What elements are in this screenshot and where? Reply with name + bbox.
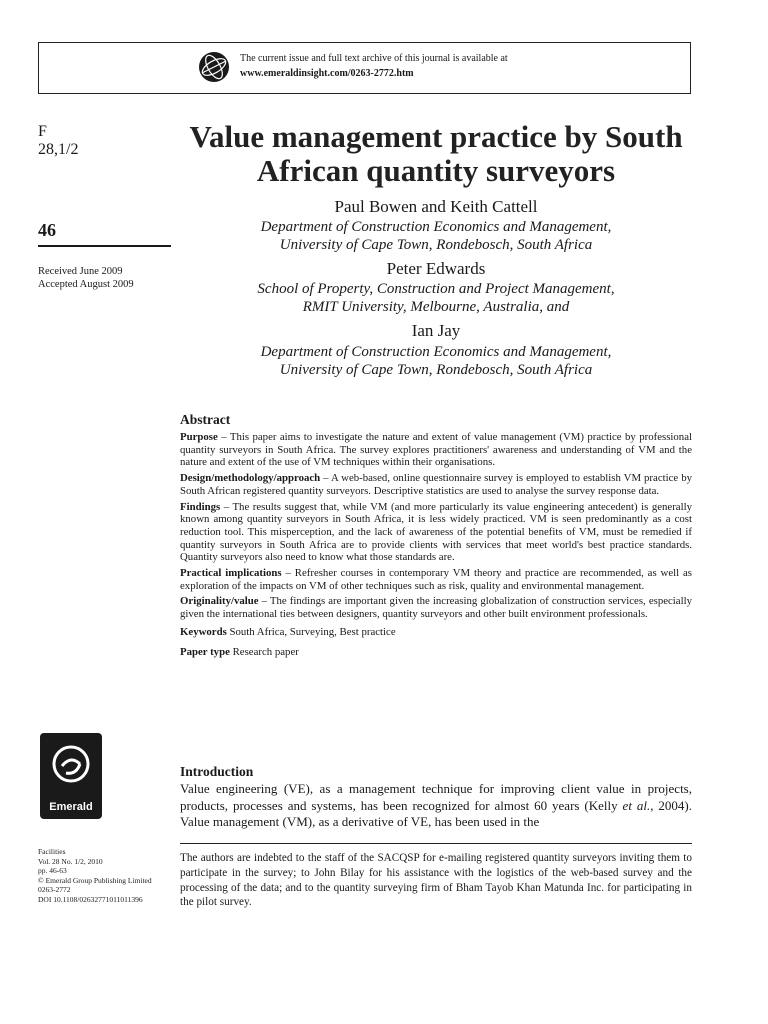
abstract-label: Purpose [180,431,218,443]
acknowledgement-footnote: The authors are indebted to the staff of the SACQSP for e-mailing registered quantity surveyors inviting them to participate in the survey; to John Bilay for his assistance with the logistics of the web-based survey and the processing of the data; and to the quantity surveying firm of Bham Tayob Khan Matunda Inc. for participating in the pilot survey. [180,852,692,909]
archive-notice: The current issue and full text archive of this journal is available at [240,53,508,64]
paper-title: Value management practice by South African quantity surveyors [189,119,683,188]
abstract-section [180,412,692,663]
pubinfo-line: Vol. 28 No. 1/2, 2010 [38,856,103,866]
abstract-text: – This paper aims to investigate the nature and extent of value management (VM) practice by professional quantity surveyors in South Africa. The survey explores practitioners' awareness and understanding of VM and the nature and extent of the use of VM techniques within their organisations. [180,431,692,469]
keywords-label: Keywords [180,625,227,638]
keywords-text: South Africa, Surveying, Best practice [226,625,396,638]
abstract-label: Practical implications [180,567,282,580]
intro-etal: et al. [622,797,651,813]
abstract-purpose [180,431,692,469]
author-affiliation: RMIT University, Melbourne, Australia, and [302,299,570,315]
abstract-findings [180,501,692,565]
pubinfo-line: Facilities [38,847,66,856]
abstract-heading: Abstract [180,412,231,427]
author-names: Paul Bowen and Keith Cattell [334,197,538,216]
publication-info [38,847,152,905]
page-number: 46 [38,220,56,240]
paper-type [180,646,692,659]
intro-text-part: , 2004). Value management (VM), as a derivative of VE, has been used in the [180,797,692,829]
author-affiliation: School of Property, Construction and Project Management, [257,281,615,297]
emerald-logo-icon [40,733,102,819]
abstract-text: – Refresher courses in contemporary VM theory and practice are recommended, as well as exploration of the impacts on VM of other techniques such as risk, quality and environmental management. [180,567,692,592]
paper-type-label: Paper type [180,645,230,658]
globe-icon [198,51,230,83]
volume-code: 28,1/2 [38,141,79,158]
abstract-text: – The results suggest that, while VM (and more particularly its value engineering antecedent) is generally known among quantity surveyors in South Africa, it is less widely practiced. VM is seen predominantly as a cost reduction tool. This misperception, and the lack of awareness of the potential benefits of VM, must be remedied if quantity surveyors in South Africa are to provide clients with services that meet world's best practice standards. Quantity surveyors also need to know what those standards are. [180,500,692,564]
author-affiliation: Department of Construction Economics and Management, [260,219,612,235]
author-affiliation: University of Cape Town, Rondebosch, South Africa [279,237,593,253]
journal-code: F [38,123,47,140]
introduction-heading: Introduction [180,764,254,779]
abstract-practical [180,567,692,592]
intro-text-part: Value engineering (VE), as a management technique for improving client value in projects, products, processes and systems, has been recognized for almost 60 years (Kelly [180,781,692,813]
author-affiliation: Department of Construction Economics and Management, [260,344,612,360]
pubinfo-line: pp. 46-63 [38,866,67,876]
abstract-label: Originality/value [180,595,259,608]
author-affiliation: University of Cape Town, Rondebosch, South Africa [279,362,593,378]
received-date: Received June 2009 [38,266,123,277]
archive-url[interactable]: www.emeraldinsight.com/0263-2772.htm [240,68,414,79]
abstract-label: Findings [180,500,221,513]
abstract-originality [180,595,692,620]
author-names: Peter Edwards [386,259,486,278]
accepted-date: Accepted August 2009 [38,279,134,290]
paper-type-text: Research paper [229,645,299,658]
abstract-label: Design/methodology/approach [180,472,321,485]
introduction-text [180,781,692,831]
keywords [180,626,692,639]
introduction-section [180,764,692,831]
page-number-rule [38,245,171,247]
emerald-wordmark: Emerald [49,801,93,813]
footnote-rule [180,843,692,844]
abstract-text: – The findings are important given the increasing globalization of construction services, especially given the international ties between designers, quantity surveyors and other built environment professionals. [180,595,692,621]
abstract-text: – A web-based, online questionnaire survey is employed to establish VM practice by South African registered quantity surveyors. Descriptive statistics are used to analyse the survey response data. [180,472,692,497]
author-names: Ian Jay [411,321,461,340]
abstract-design [180,472,692,497]
pubinfo-line: 0263-2772 [38,885,71,895]
pubinfo-line: © Emerald Group Publishing Limited [38,875,152,885]
pubinfo-line: DOI 10.1108/02632771011011396 [38,894,143,904]
